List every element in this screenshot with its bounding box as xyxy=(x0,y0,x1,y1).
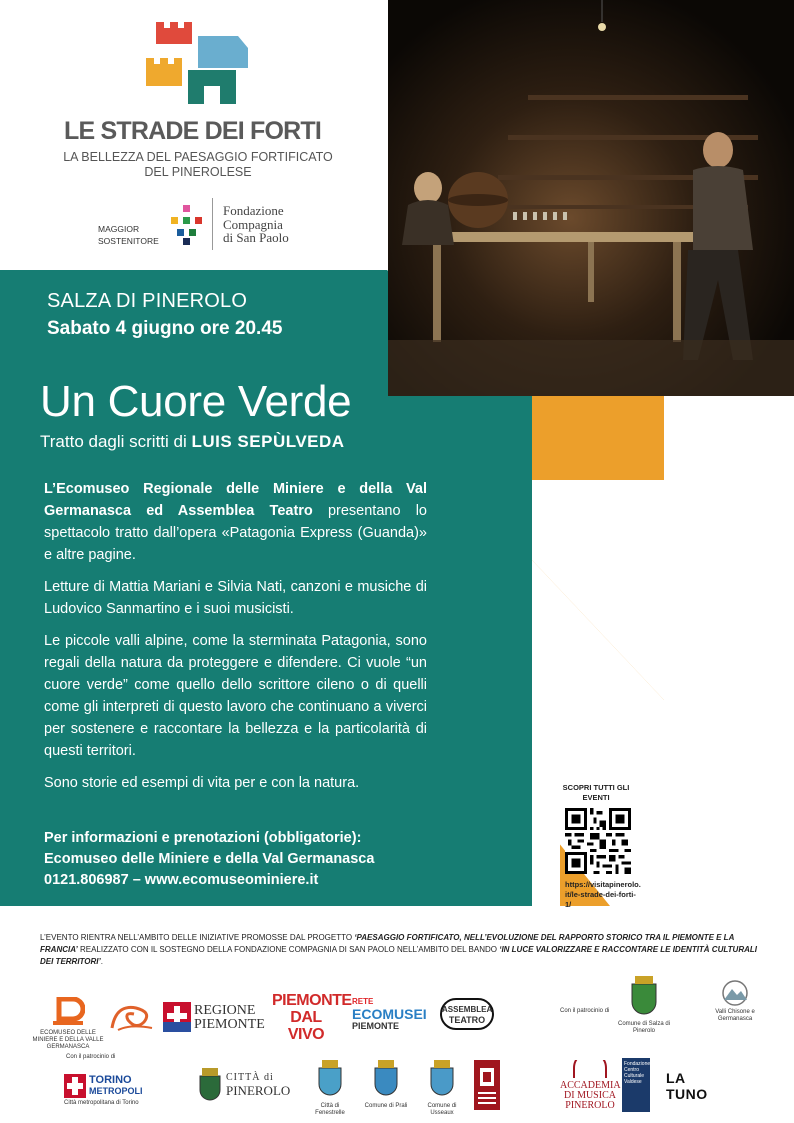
event-description xyxy=(44,478,427,804)
pdv-line1: PIEMONTE xyxy=(272,992,352,1009)
assemblea-teatro-logo xyxy=(440,998,494,1030)
footer-note xyxy=(40,932,760,968)
torino-shield-icon xyxy=(64,1074,86,1098)
footer-note-c: REALIZZATO CON IL SOSTEGNO DELLA FONDAZIONE COMPAGNIA DI SAN PAOLO NELL’AMBITO DEL BANDO xyxy=(77,945,500,954)
contact-line3[interactable]: 0121.806987 – www.ecomuseominiere.it xyxy=(44,872,319,888)
sponsor-divider xyxy=(212,198,213,250)
citta-pinerolo-logo xyxy=(198,1068,294,1108)
pinerolo-crest-icon xyxy=(198,1068,222,1102)
assemblea-line2: TEATRO xyxy=(448,1015,486,1025)
patrocinio-label-2: Con il patrocinio di xyxy=(66,1054,116,1060)
contact-line2: Ecomuseo delle Miniere e della Val Germanasca xyxy=(44,851,375,867)
regione-line2: PIEMONTE xyxy=(194,1017,265,1032)
pinerolo-line2: PINEROLO xyxy=(226,1083,291,1098)
sponsor-name-line3: di San Paolo xyxy=(223,230,289,245)
torino-metropoli-logo xyxy=(64,1072,144,1106)
patrocinio-label: Con il patrocinio di xyxy=(560,1008,610,1014)
accademia-arch-icon xyxy=(570,1060,610,1078)
pinerolo-line1: CITTÀ di xyxy=(226,1072,274,1083)
contact-line1: Per informazioni e prenotazioni (obbligatorie): xyxy=(44,830,362,846)
sponsor-mosaic-icon xyxy=(171,205,203,245)
sponsor-label-line2: SOSTENITORE xyxy=(98,236,159,246)
torino-line1: TORINO xyxy=(89,1074,132,1086)
la-tuno-text: LA TUNO xyxy=(666,1070,708,1102)
salza-crest-logo xyxy=(616,976,672,1035)
fenestrelle-logo xyxy=(306,1060,354,1117)
qr-code-icon[interactable] xyxy=(565,808,631,874)
rete-line3: PIEMONTE xyxy=(352,1021,400,1031)
sponsor-name-line1: Fondazione xyxy=(223,203,284,218)
castle-logo-icon xyxy=(146,22,254,106)
description-p4: Sono storie ed esempi di vita per e con la natura. xyxy=(44,775,360,791)
show-title: Un Cuore Verde xyxy=(40,377,352,426)
orange-shape-top xyxy=(532,396,664,480)
fondazione-valdese-text: Fondazione Centro Culturale Valdese xyxy=(624,1061,651,1085)
brand-subtitle: LA BELLEZZA DEL PAESAGGIO FORTIFICATO DEL PINEROLESE xyxy=(63,150,333,179)
valli-logo xyxy=(698,980,772,1023)
la-tuno-logo xyxy=(666,1070,726,1100)
usseaux-logo xyxy=(416,1060,468,1117)
regione-shield-icon xyxy=(163,1002,191,1032)
accademia-line1: ACCADEMIA xyxy=(560,1080,621,1091)
spiral-logo-icon xyxy=(108,1000,156,1032)
rete-line1: RETE xyxy=(352,997,374,1006)
footer-note-d: ‘IN LUCE VALORIZZARE E RACCONTARE LE IDENTITÀ CULTURALI DEI TERRITORI’ xyxy=(40,945,757,966)
logo-area xyxy=(0,0,388,270)
fenestrelle-caption: Città di Fenestrelle xyxy=(315,1103,345,1116)
regione-piemonte-logo xyxy=(163,1002,265,1034)
description-p1-bold: L’Ecomuseo Regionale delle Miniere e della Val Germanasca ed Assemblea Teatro xyxy=(44,481,427,519)
accademia-line2: DI MUSICA xyxy=(564,1090,616,1101)
description-p3: Le piccole valli alpine, come la sterminata Patagonia, sono regali della natura da proteggere e difendere. Ci vuole “un cuore verde” come quello dello scrittore cileno o di quelli come gli interpreti di questo lavoro che continuano a viverci per sostenere e raccontare la bellezza e la particolarità di questi territori. xyxy=(44,633,427,759)
salza-caption: Comune di Salza di Pinerolo xyxy=(617,1021,671,1034)
footer-note-a: L’EVENTO RIENTRA NELL’AMBITO DELLE INIZIATIVE PROMOSSE DAL PROGETTO xyxy=(40,933,355,942)
qr-url[interactable]: https://visitapinerolo.it/le-strade-dei-forti-1/ xyxy=(565,880,641,909)
show-subtitle xyxy=(40,432,345,452)
brand-title: LE STRADE DEI FORTI xyxy=(64,117,322,145)
torino-line2: METROPOLI xyxy=(89,1086,143,1096)
assemblea-line1: ASSEMBLEA xyxy=(442,1005,493,1014)
usseaux-crest-icon xyxy=(428,1060,456,1100)
piemonte-dal-vivo-logo xyxy=(272,992,352,1043)
event-location: SALZA DI PINEROLO xyxy=(47,290,248,312)
description-p2: Letture di Mattia Mariani e Silvia Nati, canzoni e musiche di Ludovico Sanmartino e i suoi musicisti. xyxy=(44,579,427,617)
contact-info xyxy=(44,828,444,891)
sponsor-name xyxy=(223,204,289,245)
sponsor-label-line1: MAGGIOR xyxy=(98,224,140,234)
footer-note-e: . xyxy=(100,957,103,966)
sponsor-label xyxy=(98,223,159,247)
torino-caption: Città metropolitana di Torino xyxy=(64,1100,139,1106)
fenestrelle-crest-icon xyxy=(316,1060,344,1100)
usseaux-caption: Comune di Usseaux xyxy=(427,1103,457,1116)
prali-crest-icon xyxy=(372,1060,400,1100)
stage-photo-image xyxy=(388,0,794,396)
subtitle-author: LUIS SEPÙLVEDA xyxy=(191,432,345,451)
prali-caption: Comune di Prali xyxy=(364,1103,408,1109)
pdv-line2: DAL VIVO xyxy=(287,1009,325,1043)
accademia-musica-logo xyxy=(560,1060,620,1111)
borghi-logo-icon xyxy=(474,1060,500,1110)
valli-mountain-icon xyxy=(718,980,752,1006)
fondazione-valdese-logo xyxy=(622,1058,650,1112)
ecomuseo-logo xyxy=(32,997,104,1051)
prali-logo xyxy=(362,1060,410,1110)
rete-ecomusei-logo xyxy=(352,996,427,1032)
event-datetime: Sabato 4 giugno ore 20.45 xyxy=(47,318,283,339)
footer-note-b: ‘PAESAGGIO FORTIFICATO, NELL’EVOLUZIONE DEL RAPPORTO STORICO TRA IL PIEMONTE E LA FRANCIA’ xyxy=(40,933,735,954)
description-p1 xyxy=(44,478,427,566)
salza-crest-icon xyxy=(629,976,659,1018)
accademia-line3: PINEROLO xyxy=(565,1100,615,1111)
description-p1-rest: presentano lo spettacolo tratto dall’opera «Patagonia Express (Guanda)» e altre pagine. xyxy=(44,503,427,563)
regione-line1: REGIONE xyxy=(194,1003,256,1018)
qr-label: SCOPRI TUTTI GLI EVENTI xyxy=(562,783,630,802)
sponsor-name-line2: Compagnia xyxy=(223,216,283,232)
subtitle-prefix: Tratto dagli scritti di xyxy=(40,432,187,451)
ecomuseo-caption: ECOMUSEO DELLE MINIERE E DELLA VALLE GERMANASCA xyxy=(32,1030,104,1050)
ecomuseo-icon xyxy=(51,997,85,1027)
rete-line2: ECOMUSEI xyxy=(352,1006,427,1022)
valli-caption: Valli Chisone e Germanasca xyxy=(715,1009,755,1022)
stage-photo xyxy=(388,0,794,396)
